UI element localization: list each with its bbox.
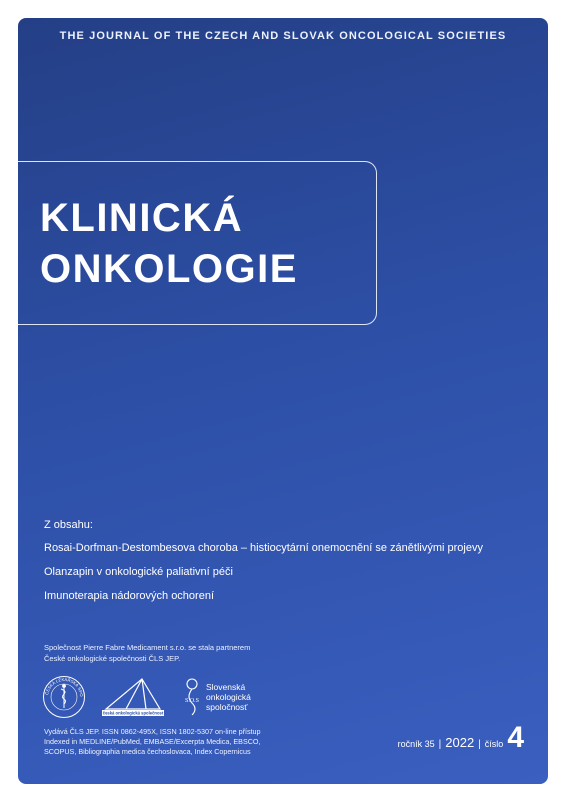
sos-line-2: onkologická [206, 692, 251, 702]
contents-item: Imunoterapia nádorových ochorení [44, 590, 214, 602]
society-logos [42, 675, 302, 719]
cos-logo [98, 675, 168, 719]
partner-notice [44, 642, 250, 664]
issue-separator: | [478, 739, 481, 750]
volume-label: ročník 35 [397, 739, 435, 749]
contents-item: Olanzapin v onkologické paliativní péči [44, 566, 233, 578]
sos-logo [180, 675, 290, 719]
sos-logo-text [206, 682, 251, 712]
publisher-line-3: SCOPUS, Bibliographia medica čechoslovaca, Index Copernicus [44, 747, 251, 756]
caduceus-icon [61, 685, 66, 708]
cls-jep-logo [42, 675, 86, 719]
sos-line-3: spoločnosť [206, 702, 248, 712]
issue-info [398, 723, 524, 753]
issue-separator: | [438, 739, 442, 750]
partner-line-1: Společnost Pierre Fabre Medicament s.r.o. se stala partnerem [44, 643, 251, 652]
contents-item: Rosai-Dorfman-Destombesova choroba – histiocytární onemocnění se zánětlivými projevy [44, 542, 483, 554]
sos-line-1: Slovenská [206, 682, 246, 692]
issue-number: 4 [507, 721, 524, 754]
contents-heading: Z obsahu: [44, 519, 93, 531]
publisher-line-1: Vydává ČLS JEP. ISSN 0862-495X, ISSN 1802-5307 on-line přístup [44, 727, 261, 736]
partner-line-2: České onkologické společnosti ČLS JEP. [44, 654, 181, 663]
title-frame [18, 161, 377, 325]
journal-cover [18, 18, 548, 784]
sos-mark-icon [180, 675, 204, 719]
contents-section [44, 519, 534, 614]
journal-tagline: THE JOURNAL OF THE CZECH AND SLOVAK ONCOLOGICAL SOCIETIES [59, 30, 507, 42]
publisher-line-2: Indexed in MEDLINE/PubMed, EMBASE/Excerpta Medica, EBSCO, [44, 737, 261, 746]
issue-number-label: číslo [484, 739, 504, 749]
issue-year: 2022 [445, 735, 475, 750]
journal-title-line-2: ONKOLOGIE [40, 247, 298, 291]
cls-seal-text: ČESKÁ LÉKAŘSKÁ SPO [44, 676, 85, 697]
sos-mark-text: S.O.S [184, 698, 200, 704]
journal-title-line-1: KLINICKÁ [40, 196, 244, 240]
cos-logo-text: česká onkologická společnost [102, 710, 164, 716]
publisher-info [44, 727, 261, 757]
